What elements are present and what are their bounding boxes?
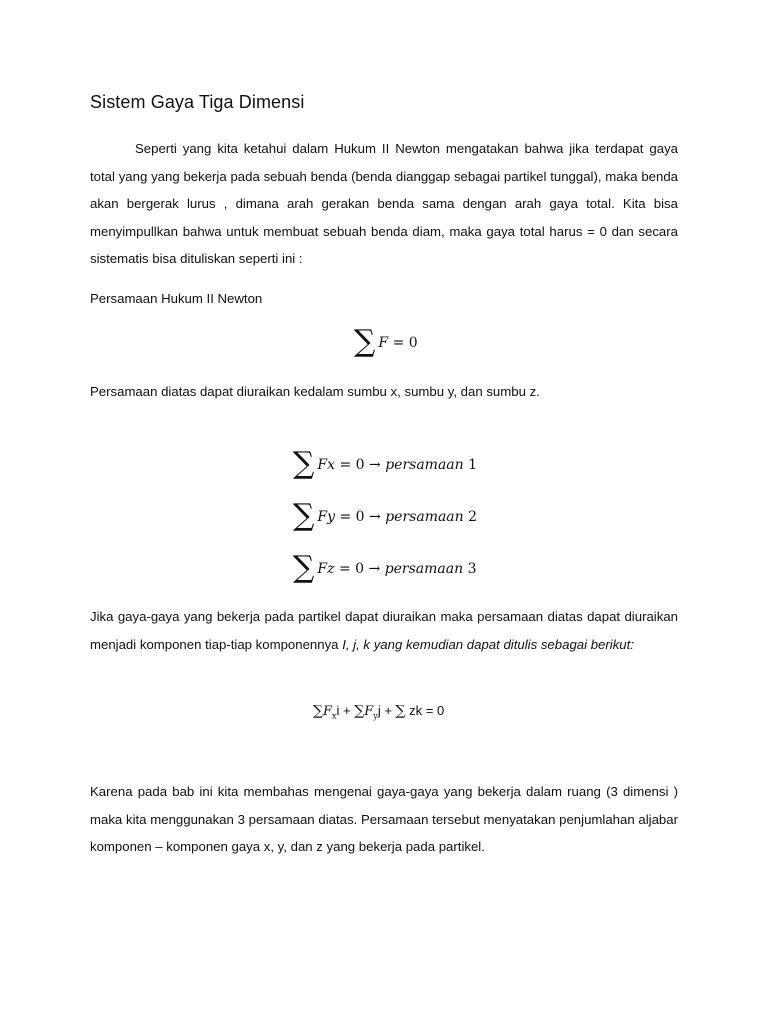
equation-fz — [293, 550, 477, 585]
paragraph-components-text: Jika gaya-gaya yang bekerja pada partikel dapat diuraikan maka persamaan diatas dapat diuraikan menjadi komponen tiap-tiap komponennya — [90, 609, 678, 652]
paragraph-components — [90, 603, 678, 658]
component-f: F — [323, 704, 333, 719]
equation-variable: Fy — [317, 509, 336, 525]
sigma-symbol: ∑ — [293, 498, 315, 533]
equation-sum-f — [354, 324, 418, 359]
sigma-symbol: ∑ — [354, 703, 365, 719]
paragraph-intro — [90, 135, 678, 273]
component-f: F — [364, 704, 374, 719]
equation-number: 2 — [463, 509, 478, 525]
subscript-x: x — [332, 711, 337, 721]
equation-number: 1 — [463, 457, 478, 473]
label-newton: Persamaan Hukum II Newton — [90, 291, 263, 306]
equation-variable: Fz — [317, 561, 335, 577]
equation-fy — [293, 498, 478, 533]
component-term: j + — [377, 703, 396, 718]
equation-word: persamaan — [385, 509, 464, 525]
equation-word: persamaan — [385, 457, 464, 473]
equation-fx — [293, 446, 478, 481]
sigma-symbol: ∑ — [354, 324, 376, 359]
equation-rest: = 0 → — [334, 561, 385, 577]
equation-rest: = 0 → — [335, 457, 386, 473]
equation-word: persamaan — [384, 561, 464, 577]
paragraph-axes: Persamaan diatas dapat diuraikan kedalam sumbu x, sumbu y, dan sumbu z. — [90, 384, 540, 399]
sigma-symbol: ∑ — [313, 703, 323, 719]
component-term: i + — [336, 703, 355, 718]
equation-rest: = 0 → — [335, 509, 386, 525]
document-title: Sistem Gaya Tiga Dimensi — [90, 92, 305, 112]
equation-variable: Fx — [317, 457, 336, 473]
paragraph-conclusion: Karena pada bab ini kita membahas mengenai gaya-gaya yang bekerja dalam ruang (3 dimensi ) maka kita menggunakan 3 persamaan diatas. Persamaan tersebut menyatakan penjumlahan aljabar komponen – komponen gaya x, y, dan z yang bekerja pada partikel. — [90, 784, 678, 855]
equation-variable: F — [378, 335, 389, 351]
paragraph-intro-text: Seperti yang kita ketahui dalam Hukum II Newton mengatakan bahwa jika terdapat gaya total yang yang bekerja pada sebuah benda (benda dianggap sebagai partikel tunggal), maka benda akan bergerak lurus , dimana arah gerakan benda sama dengan arah gaya total. Kita bisa menyimpullkan bahwa untuk membuat sebuah benda diam, maka gaya total harus = 0 dan secara sistematis bisa dituliskan seperti ini : — [90, 141, 678, 267]
subscript-y: y — [373, 711, 378, 721]
equation-rest: = 0 — [388, 335, 418, 351]
sigma-symbol: ∑ — [293, 550, 315, 585]
sigma-symbol: ∑ — [395, 703, 406, 719]
equation-components — [313, 703, 444, 721]
sigma-symbol: ∑ — [293, 446, 315, 481]
equation-number: 3 — [463, 561, 477, 577]
component-term: zk = 0 — [405, 703, 445, 718]
paragraph-components-italic: I, j, k yang kemudian dapat ditulis sebagai berikut: — [342, 636, 634, 652]
